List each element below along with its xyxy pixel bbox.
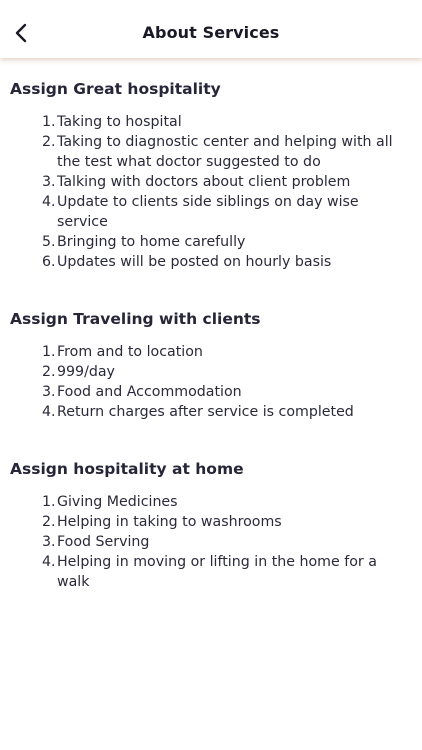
- item-number: 1.: [42, 114, 56, 130]
- page-title: About Services: [142, 23, 280, 42]
- item-text: Updates will be posted on hourly basis: [57, 254, 332, 270]
- item-number: 3.: [42, 384, 56, 400]
- list-item: [0, 492, 422, 512]
- list-item: [0, 112, 422, 132]
- item-number: 6.: [42, 254, 56, 270]
- item-text: 999/day: [57, 364, 115, 380]
- list-item: [0, 382, 422, 402]
- item-number: 2.: [42, 134, 56, 150]
- item-text: Food Serving: [57, 534, 150, 550]
- list-item: [0, 362, 422, 382]
- list-item: [0, 402, 422, 422]
- list-item: [0, 132, 422, 172]
- list-item: [0, 552, 422, 592]
- section-title: Assign Traveling with clients: [10, 310, 261, 328]
- item-text: Helping in moving or lifting in the home for a walk: [57, 554, 377, 590]
- item-text: Taking to diagnostic center and helping with all the test what doctor suggested to do: [57, 134, 393, 170]
- item-number: 4.: [42, 194, 56, 210]
- item-number: 2.: [42, 364, 56, 380]
- item-number: 3.: [42, 174, 56, 190]
- item-text: Giving Medicines: [57, 494, 178, 510]
- item-number: 4.: [42, 554, 56, 570]
- item-text: From and to location: [57, 344, 203, 360]
- item-text: Taking to hospital: [57, 114, 182, 130]
- item-number: 2.: [42, 514, 56, 530]
- item-text: Food and Accommodation: [57, 384, 242, 400]
- item-text: Talking with doctors about client problem: [57, 174, 351, 190]
- service-list: [0, 492, 422, 592]
- item-text: Return charges after service is completed: [57, 404, 354, 420]
- list-item: [0, 232, 422, 252]
- list-item: [0, 512, 422, 532]
- section-great-hospitality: [0, 79, 422, 272]
- app-header: [0, 0, 422, 58]
- section-traveling-with-clients: [0, 309, 422, 422]
- item-number: 1.: [42, 494, 56, 510]
- item-number: 1.: [42, 344, 56, 360]
- list-item: [0, 252, 422, 272]
- list-item: [0, 532, 422, 552]
- section-title: Assign hospitality at home: [10, 460, 244, 478]
- service-list: [0, 342, 422, 422]
- item-number: 3.: [42, 534, 56, 550]
- services-content: [0, 58, 422, 750]
- list-item: [0, 342, 422, 362]
- section-title: Assign Great hospitality: [10, 80, 221, 98]
- item-text: Helping in taking to washrooms: [57, 514, 282, 530]
- section-hospitality-at-home: [0, 459, 422, 592]
- list-item: [0, 172, 422, 192]
- item-text: Bringing to home carefully: [57, 234, 246, 250]
- item-text: Update to clients side siblings on day wise service: [57, 194, 359, 230]
- item-number: 5.: [42, 234, 56, 250]
- service-list: [0, 112, 422, 272]
- list-item: [0, 192, 422, 232]
- item-number: 4.: [42, 404, 56, 420]
